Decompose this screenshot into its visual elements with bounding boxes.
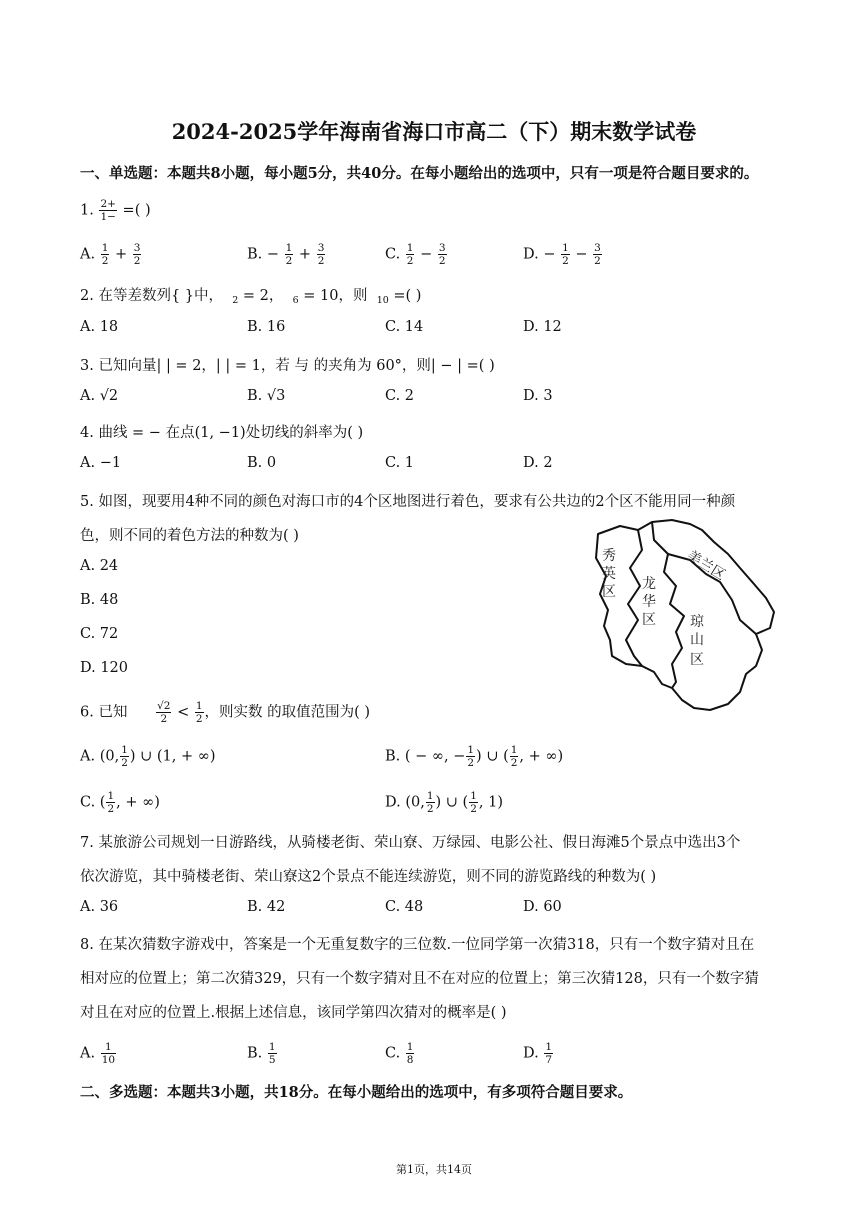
option-d[interactable]: D. 3	[523, 388, 553, 404]
haikou-district-map	[590, 516, 786, 714]
map-outline	[596, 520, 774, 710]
option-c[interactable]: C. $\frac{1}{2}$ − $\frac{3}{2}$	[385, 242, 446, 268]
option-a[interactable]: A. (0, $\frac{1}{2}$ ) ∪ (1, + ∞)	[80, 744, 216, 770]
option-b[interactable]: B. − $\frac{1}{2}$ + $\frac{3}{2}$	[247, 242, 325, 268]
option-a[interactable]: A. √2	[80, 388, 119, 404]
question-5-line-2: 色，则不同的着色方法的种数为( )	[80, 528, 299, 544]
question-5-line-1: 5. 如图，现要用4种不同的颜色对海口市的4个区地图进行着色，要求有公共边的2个区不能用同一种颜	[80, 494, 736, 510]
option-d[interactable]: D. 2	[523, 455, 553, 471]
map-label-xiuying-1: 秀	[602, 548, 616, 564]
question-7-line-1: 7. 某旅游公司规划一日游路线，从骑楼老街、荣山寮、万绿园、电影公社、假日海滩5个景点中选出3个	[80, 835, 741, 851]
option-a[interactable]: A. 24	[80, 558, 119, 574]
option-d[interactable]: D. $\frac{1}{7}$	[523, 1041, 553, 1067]
map-label-qiongshan-1: 琼	[690, 614, 704, 630]
option-d[interactable]: D. 60	[523, 899, 562, 915]
section-heading-multi-choice: 二、多选题：本题共3小题，共18分。在每小题给出的选项中，有多项符合题目要求。	[80, 1084, 633, 1101]
question-7-line-2: 依次游览，其中骑楼老街、荣山寮这2个景点不能连续游览，则不同的游览路线的种数为( )	[80, 869, 657, 885]
option-b[interactable]: B. 16	[247, 319, 286, 335]
option-c[interactable]: C. 2	[385, 388, 415, 404]
option-c[interactable]: C. 14	[385, 319, 424, 335]
map-label-meilan: 美兰区	[683, 547, 728, 584]
question-8-line-2: 相对应的位置上；第二次猜329，只有一个数字猜对且不在对应的位置上；第三次猜128，只有一个数字猜	[80, 971, 759, 987]
question-8-line-1: 8. 在某次猜数字游戏中，答案是一个无重复数字的三位数.一位同学第一次猜318，只有一个数字猜对且在	[80, 937, 755, 953]
option-a[interactable]: A. 18	[80, 319, 119, 335]
question-8-line-3: 对且在对应的位置上.根据上述信息，该同学第四次猜对的概率是( )	[80, 1005, 507, 1021]
option-d[interactable]: D. 12	[523, 319, 562, 335]
map-label-longhua-1: 龙	[642, 576, 656, 592]
map-label-qiongshan-2: 山	[690, 632, 704, 648]
question-3: 3. 已知向量| | = 2，| | = 1，若 与 的夹角为 60°，则| − | =( )	[80, 358, 495, 374]
option-b[interactable]: B. ( − ∞, − $\frac{1}{2}$ ) ∪ ( $\frac{1}{2}$ , + ∞)	[385, 744, 564, 770]
question-4: 4. 曲线 = − 在点(1, −1)处切线的斜率为( )	[80, 425, 364, 441]
option-a[interactable]: A. $\frac{1}{2}$ + $\frac{3}{2}$	[80, 242, 141, 268]
map-border-xiuying-longhua	[626, 530, 642, 666]
page-title: 2024-2025学年海南省海口市高二（下）期末数学试卷	[171, 119, 697, 144]
map-label-longhua-2: 华	[642, 594, 656, 610]
map-label-xiuying-3: 区	[602, 584, 616, 600]
map-label-longhua-3: 区	[642, 612, 656, 628]
option-b[interactable]: B. 48	[80, 592, 119, 608]
option-a[interactable]: A. 36	[80, 899, 119, 915]
option-c[interactable]: C. ( $\frac{1}{2}$ , + ∞)	[80, 790, 160, 816]
fraction: $\frac{2+}{1-}$	[100, 198, 116, 224]
section-heading-single-choice: 一、单选题：本题共8小题，每小题5分，共40分。在每小题给出的选项中，只有一项是符合题目要求的。	[80, 165, 759, 182]
map-border-longhua-qiongshan	[652, 522, 684, 688]
option-b[interactable]: B. √3	[247, 388, 286, 404]
option-b[interactable]: B. 42	[247, 899, 286, 915]
option-a[interactable]: A. $\frac{1}{10}$	[80, 1041, 116, 1067]
option-d[interactable]: D. 120	[80, 660, 129, 676]
map-label-xiuying-2: 英	[602, 566, 616, 582]
option-d[interactable]: D. − $\frac{1}{2}$ − $\frac{3}{2}$	[523, 242, 601, 268]
question-number: 1.	[80, 202, 94, 219]
question-2: 2. 在等差数列{ }中， $_2$ = 2， $_6$ = 10，则 $_{10}$ =( )	[80, 288, 422, 306]
option-b[interactable]: B. $\frac{1}{5}$	[247, 1041, 276, 1067]
question-1: 1. $\frac{2+}{1-}$ =( )	[80, 198, 151, 224]
option-d[interactable]: D. (0, $\frac{1}{2}$ ) ∪ ( $\frac{1}{2}$ , 1)	[385, 790, 503, 816]
page-footer: 第1页，共14页	[396, 1163, 472, 1176]
option-a[interactable]: A. −1	[80, 455, 122, 471]
option-c[interactable]: C. $\frac{1}{8}$	[385, 1041, 414, 1067]
option-c[interactable]: C. 48	[385, 899, 424, 915]
map-label-qiongshan-3: 区	[690, 652, 704, 668]
option-b[interactable]: B. 0	[247, 455, 277, 471]
option-c[interactable]: C. 1	[385, 455, 415, 471]
question-6: 6. 已知 $\frac{√2}{2}$ < $\frac{1}{2}$ ，则实数 的取值范围为( )	[80, 700, 371, 726]
option-c[interactable]: C. 72	[80, 626, 119, 642]
